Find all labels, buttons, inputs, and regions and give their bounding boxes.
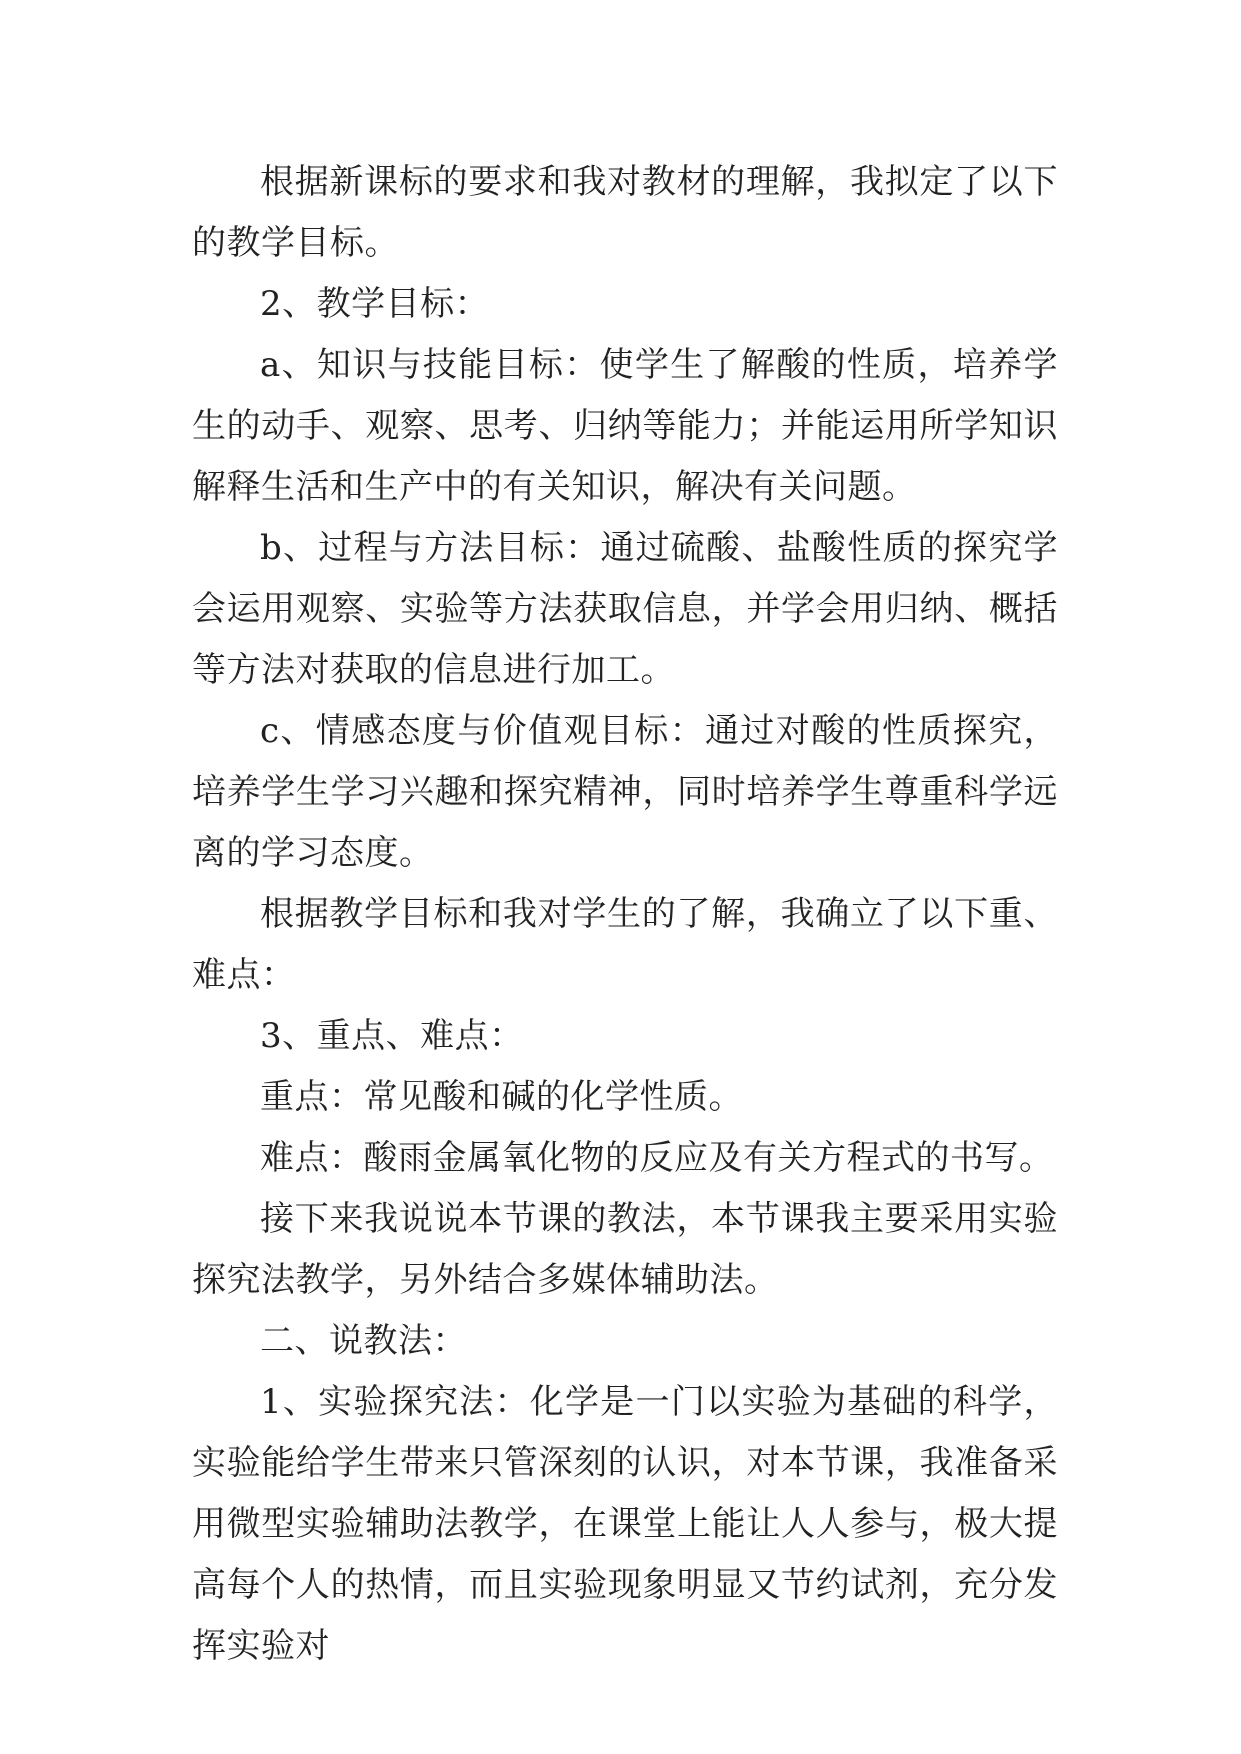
heading-key-points: 3、重点、难点： xyxy=(260,1016,524,1056)
paragraph-intro-methods: 接下来我说说本节课的教法，本节课我主要采用实验探究法教学，另外结合多媒体辅助法。 xyxy=(192,1199,1058,1300)
heading-teaching-objectives: 2、教学目标： xyxy=(260,284,490,324)
paragraph-intro-objectives: 根据新课标的要求和我对教材的理解，我拟定了以下的教学目标。 xyxy=(192,162,1058,263)
paragraph-objective-a: a、知识与技能目标：使学生了解酸的性质，培养学生的动手、观察、思考、归纳等能力；并能运用所学知识解释生活和生产中的有关知识，解决有关问题。 xyxy=(192,345,1058,507)
paragraph-key-point: 重点：常见酸和碱的化学性质。 xyxy=(260,1077,743,1117)
paragraph-difficult-point: 难点：酸雨金属氧化物的反应及有关方程式的书写。 xyxy=(260,1138,1054,1178)
heading-teaching-methods: 二、说教法： xyxy=(260,1321,467,1361)
paragraph-objective-c: c、情感态度与价值观目标：通过对酸的性质探究，培养学生学习兴趣和探究精神，同时培养学生尊重科学远离的学习态度。 xyxy=(192,711,1058,873)
paragraph-objective-b: b、过程与方法目标：通过硫酸、盐酸性质的探究学会运用观察、实验等方法获取信息，并学会用归纳、概括等方法对获取的信息进行加工。 xyxy=(192,528,1058,690)
paragraph-intro-key-points: 根据教学目标和我对学生的了解，我确立了以下重、难点： xyxy=(192,894,1058,995)
paragraph-method-experiment: 1、实验探究法：化学是一门以实验为基础的科学，实验能给学生带来只管深刻的认识，对本节课，我准备采用微型实验辅助法教学，在课堂上能让人人参与，极大提高每个人的热情，而且实验现象明显又节约试剂，充分发挥实验对 xyxy=(192,1382,1058,1666)
document-body xyxy=(192,152,1058,1677)
